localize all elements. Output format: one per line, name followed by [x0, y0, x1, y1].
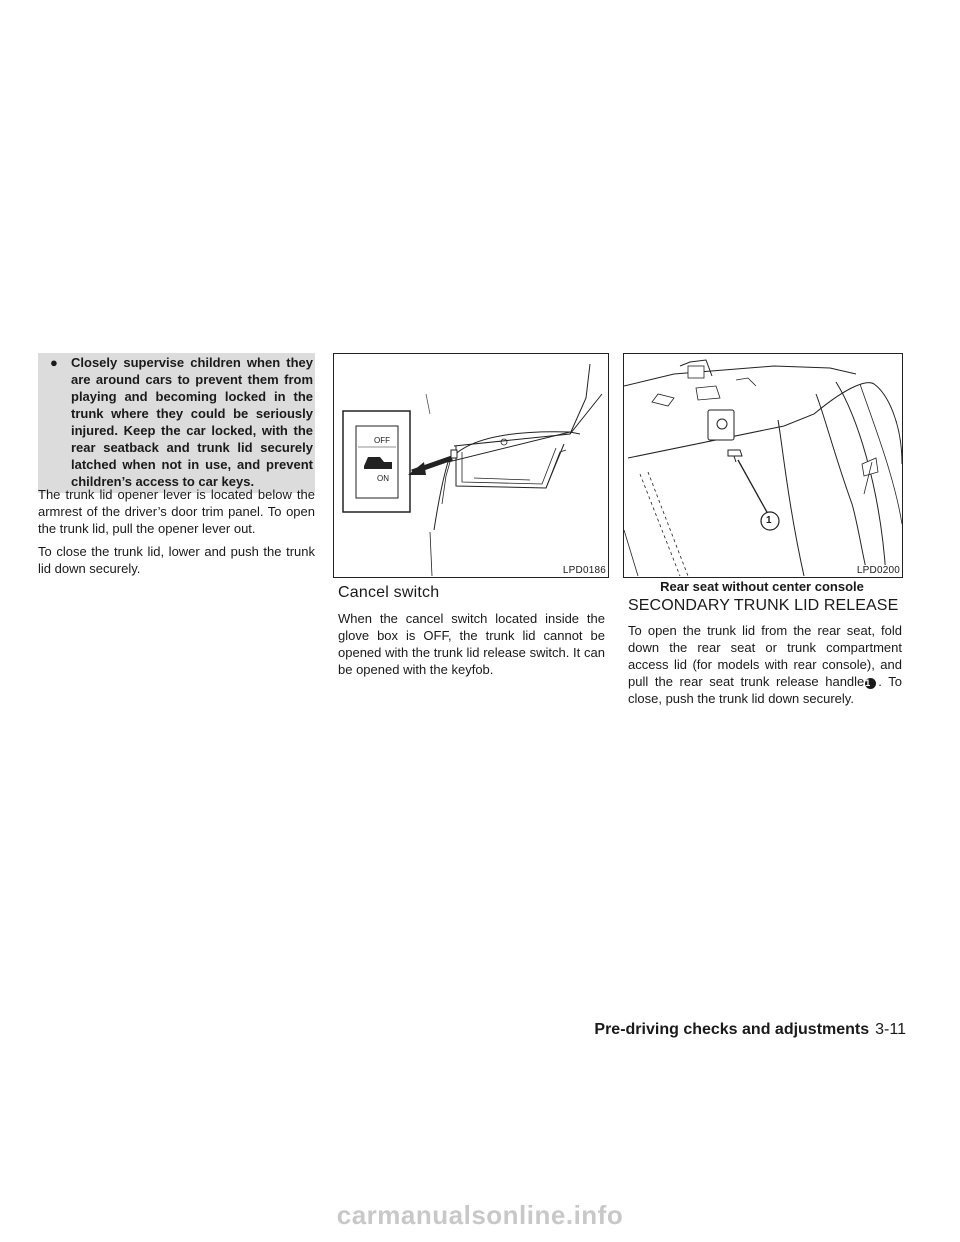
callout-1-label: 1 [766, 515, 772, 526]
cancel-switch-figure [333, 353, 609, 578]
figure-caption: Rear seat without center console [660, 579, 864, 594]
switch-on-label: ON [377, 474, 389, 483]
rear-seat-figure [623, 353, 903, 578]
watermark: carmanualsonline.info [336, 1200, 624, 1230]
release-text-before: To open the trunk lid from the rear seat, fold down the rear seat or trunk compartment access lid (for models with rear console), and pull the rear seat trunk release handle [628, 623, 902, 689]
switch-off-label: OFF [374, 436, 390, 445]
left-column-text [38, 486, 315, 577]
figure-code: LPD0200 [856, 565, 900, 576]
callout-1-icon: 1 [865, 678, 876, 689]
section-heading: Cancel switch [338, 584, 440, 601]
trunk-opener-paragraph: The trunk lid opener lever is located below the armrest of the driver’s door trim panel. To open the trunk lid, pull the opener lever out. [38, 487, 315, 536]
bullet-icon: ● [50, 355, 58, 370]
warning-box [38, 353, 315, 493]
figure-code: LPD0186 [562, 565, 606, 576]
rear-seat-illustration [624, 354, 902, 577]
section-heading: SECONDARY TRUNK LID RELEASE [628, 597, 899, 614]
secondary-release-body [628, 622, 902, 707]
footer-section-title: Pre-driving checks and adjustments [594, 1021, 870, 1038]
warning-item [38, 354, 315, 490]
page-footer [594, 1021, 906, 1039]
page-number: 3-11 [875, 1021, 906, 1038]
secondary-release-paragraph [628, 622, 902, 707]
cancel-switch-paragraph: When the cancel switch located inside the glove box is OFF, the trunk lid cannot be opened with the trunk lid release switch. It can be opened with the keyfob. [338, 611, 605, 677]
trunk-close-paragraph: To close the trunk lid, lower and push the trunk lid down securely. [38, 544, 315, 576]
glove-box-illustration [334, 354, 608, 577]
release-text-after: . To close, push the trunk lid down securely. [628, 674, 903, 706]
warning-text: Closely supervise children when they are around cars to prevent them from playing and becoming locked in the trunk where they could be seriously injured. Keep the car locked, with the rear seatback and trunk lid securely latched when not in use, and prevent children’s access to car keys. [71, 355, 313, 489]
cancel-switch-body [338, 610, 605, 678]
